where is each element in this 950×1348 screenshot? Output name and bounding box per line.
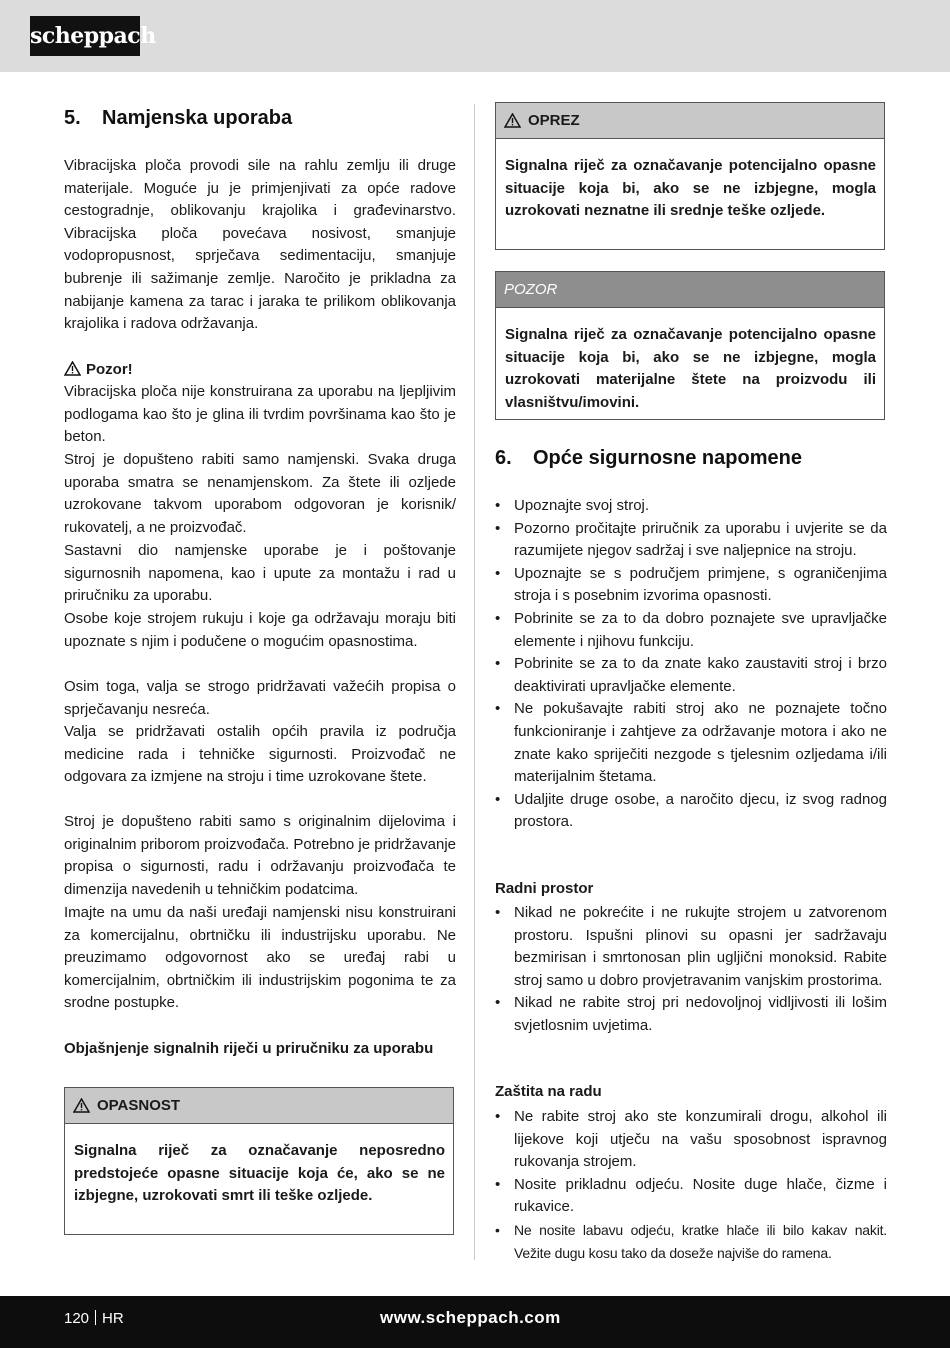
pozor-text: Signalna riječ za označavanje potencijalno opasne situacije koja bi, ako se ne izbjegne, mogla uzrokovati materijalne štete na proizvodu ili vlasništvu/imovini. — [505, 326, 876, 411]
list-item: • Pobrinite se za to da dobro poznajete sve upravljačke elemente i njihovu funkciju. — [495, 609, 887, 650]
oprez-label: OPREZ — [528, 112, 580, 129]
signal-words-heading: Objašnjenje signalnih riječi u priručniku za uporabu — [64, 1040, 434, 1057]
warning-triangle-icon — [504, 113, 521, 128]
safety-notes-paragraph: Sastavni dio namjenske uporabe je i poštovanje sigurnosnih napomena, kao i upute za montažu i rad u priručniku za uporabu. — [64, 542, 456, 605]
warning-triangle-icon — [64, 361, 81, 376]
opasnost-label: OPASNOST — [97, 1097, 181, 1114]
separator — [95, 1310, 96, 1325]
commercial-use-paragraph: Imajte na umu da naši uređaji namjenski nisu konstruirani za komercijalnu, obrtničku ili industrijsku uporabu. Ne preuzimamo odgovornost ako se uređaj rabi u komercijalnim, obrtničkim ili industrijskim pogonima te za srodne postupke. — [64, 904, 456, 1012]
operators-paragraph: Osobe koje strojem rukuju i koje ga održavaju moraju biti upoznate s njim i podučene o mogućim opasnostima. — [64, 610, 456, 650]
list-item: • Ne rabite stroj ako ste konzumirali drogu, alkohol ili lijekove koji utječu na vašu sposobnost ispravnog rukovanja strojem. — [495, 1108, 887, 1171]
list-item: • Nikad ne rabite stroj pri nedovoljnoj vidljivosti ili lošim svjetlosnim uvjetima. — [495, 994, 887, 1034]
pozor-box-header — [496, 272, 884, 308]
list-item: • Nikad ne pokrećite i ne rukujte strojem u zatvorenom prostoru. Ispušni plinovi su opasni jer sadržavaju bezmirisan i smrtonosan plin ugljični monoksid. Rabite stroj samo u dobro provjetravanim vanjskim prostorima. — [495, 904, 887, 989]
page-footer — [0, 1296, 950, 1348]
occupational-medicine-paragraph: Valja se pridržavati ostalih općih pravila iz područja medicine rada i tehničke sigurnosti. Proizvođač ne odgovara za izmjene na stroju i time uzrokovane štete. — [64, 723, 456, 786]
oprez-box — [495, 102, 885, 250]
intended-use-only-paragraph: Stroj je dopušteno rabiti samo namjenski. Svaka druga uporaba smatra se nenamjenskom. Za štete ili ozljede uzrokovane takvom uporabom odgovoran je korisnik/ rukovatelj, a ne proizvođač. — [64, 451, 456, 536]
list-item: • Pobrinite se za to da znate kako zaustaviti stroj i brzo deaktivirati upravljačke elemente. — [495, 655, 887, 695]
work-protection-heading: Zaštita na radu — [495, 1083, 602, 1100]
work-area-list — [495, 902, 887, 1038]
work-protection-list — [495, 1106, 887, 1264]
website-link[interactable]: www.scheppach.com — [380, 1308, 561, 1327]
section-6-number: 6. — [495, 447, 512, 469]
page-number: 120 — [64, 1310, 90, 1327]
pozor-label: POZOR — [504, 281, 558, 298]
work-area-heading: Radni prostor — [495, 880, 594, 897]
oprez-box-header — [496, 103, 884, 139]
section-5-heading — [64, 107, 292, 130]
section-6-heading — [495, 447, 802, 470]
opasnost-box — [64, 1087, 454, 1235]
pozor-heading-text: Pozor! — [86, 361, 133, 378]
section-5-number: 5. — [64, 107, 81, 129]
list-item: • Ne nosite labavu odjeću, kratke hlače ili bilo kakav nakit. Vežite dugu kosu tako da doseže najviše do ramena. — [495, 1221, 887, 1261]
opasnost-box-header — [65, 1088, 453, 1124]
list-item: • Ne pokušavajte rabiti stroj ako ne poznajete točno funkcioniranje i zahtjeve za održavanje motora i ako ne znate kako spriječiti nezgode s tjelesnim ozljedama i/ili materijalnim štetama. — [495, 700, 887, 786]
oprez-text: Signalna riječ za označavanje potencijalno opasne situacije koja bi, ako se ne izbjegne, mogla uzrokovati neznatne ili srednje teške ozljede. — [505, 157, 876, 220]
list-item: • Pozorno pročitajte priručnik za uporabu i uvjerite se da razumijete njegov sadržaj i sve naljepnice na stroju. — [495, 519, 887, 560]
section-5-title: Namjenska uporaba — [102, 107, 293, 129]
list-item: • Upoznajte svoj stroj. — [495, 497, 650, 514]
general-safety-list — [495, 495, 887, 834]
page-header — [0, 0, 950, 72]
list-item: • Upoznajte se s područjem primjene, s ograničenjima stroja i s posebnim izvorima opasnosti. — [495, 564, 887, 605]
accident-prevention-paragraph: Osim toga, valja se strogo pridržavati važećih propisa o sprječavanju nesreća. — [64, 678, 456, 718]
column-divider — [474, 104, 475, 1260]
section-6-title: Opće sigurnosne napomene — [533, 447, 802, 469]
language-code: HR — [102, 1310, 124, 1327]
page-info — [64, 1310, 124, 1327]
list-item: • Udaljite druge osobe, a naročito djecu, iz svog radnog prostora. — [495, 790, 887, 831]
original-parts-paragraph: Stroj je dopušteno rabiti samo s originalnim dijelovima i originalnim priborom proizvođača. Potrebno je pridržavanje propisa o sigurnosti, radu i održavanju proizvođača te dimenzija navedenih u tehničkim podatcima. — [64, 813, 456, 898]
warning-triangle-icon — [73, 1098, 90, 1113]
list-item: • Nosite prikladnu odjeću. Nosite duge hlače, čizme i rukavice. — [495, 1175, 887, 1216]
brand-logo: scheppach — [30, 16, 140, 56]
intended-use-paragraph: Vibracijska ploča provodi sile na rahlu zemlju ili druge materijale. Moguće ju je primjenjivati za opće radove cestogradnje, oblikovanju krajolika i građevinarstvo. Vibracijska ploča povećava nosivost, smanjuje vodopropusnost, sprječava sedimentaciju, smanjuje bubrenje ili sažimanje zemlje. Naročito je prikladna za nabijanje kamena za tarac i jaraka te prilikom oblikovanja krajolika i radova održavanja. — [64, 157, 456, 333]
misuse-paragraph: Vibracijska ploča nije konstruirana za uporabu na ljepljivim podlogama kao što je glina ili tvrdim površinama kao što je beton. — [64, 383, 456, 446]
pozor-box — [495, 271, 885, 420]
pozor-heading — [64, 359, 133, 381]
opasnost-text: Signalna riječ za označavanje neposredno predstojeće opasne situacije koja će, ako se ne izbjegne, uzrokovati smrt ili teške ozljede. — [74, 1142, 445, 1205]
